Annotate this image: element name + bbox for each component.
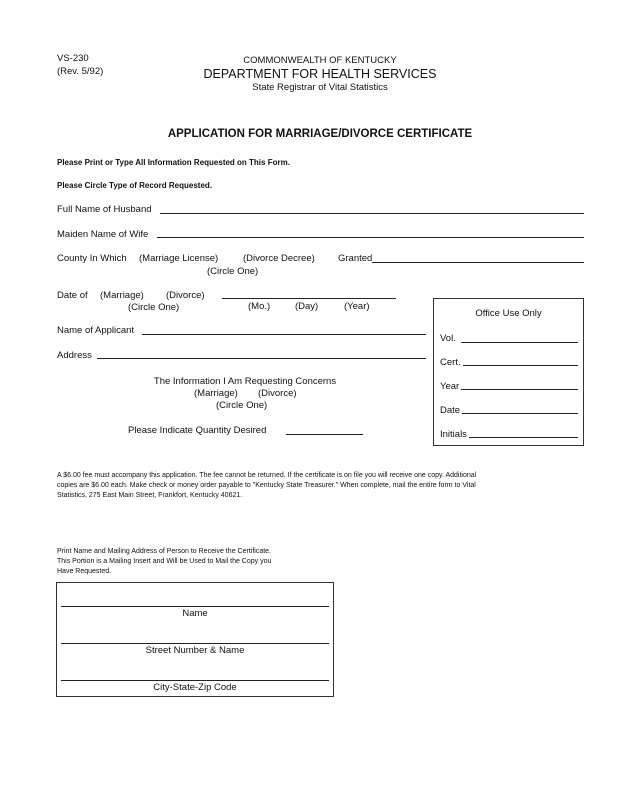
office-cert-label: Cert. — [440, 357, 461, 368]
granted-field[interactable] — [372, 262, 584, 263]
husband-label: Full Name of Husband — [57, 204, 152, 215]
county-circle-one: (Circle One) — [207, 266, 259, 277]
office-use-box — [433, 298, 584, 446]
husband-name-field[interactable] — [160, 213, 584, 214]
form-number: VS-230 — [57, 53, 89, 64]
fee-notice-line-3: Statistics, 275 East Main Street, Frankfort, Kentucky 40621. — [57, 492, 243, 499]
office-date-field[interactable] — [462, 413, 578, 414]
fee-notice-line-2: copies are $6.00 each. Make check or money order payable to "Kentucky State Treasurer." When complete, mail the entire form to Vital — [57, 482, 476, 489]
applicant-field[interactable] — [142, 334, 426, 335]
mailing-street-label: Street Number & Name — [145, 645, 245, 656]
mailing-street-field[interactable] — [61, 643, 329, 644]
concerns-label: The Information I Am Requesting Concerns — [153, 376, 337, 387]
office-initials-field[interactable] — [469, 437, 578, 438]
granted-label: Granted — [338, 253, 373, 264]
address-label: Address — [57, 350, 92, 361]
mailing-name-label: Name — [182, 608, 208, 619]
date-field[interactable] — [222, 298, 396, 299]
date-of-label: Date of — [57, 290, 88, 301]
office-cert-field[interactable] — [463, 365, 578, 366]
wife-name-field[interactable] — [157, 237, 584, 238]
office-vol-label: Vol. — [440, 333, 456, 344]
fee-notice-line-1: A $6.00 fee must accompany this application. The fee cannot be returned. If the certificate is on file you will receive one copy. Additional — [57, 472, 477, 479]
quantity-field[interactable] — [286, 434, 363, 435]
concerns-marriage-option[interactable]: (Marriage) — [194, 388, 238, 399]
wife-label: Maiden Name of Wife — [57, 229, 149, 240]
date-marriage-option[interactable]: (Marriage) — [100, 290, 144, 301]
concerns-divorce-option[interactable]: (Divorce) — [258, 388, 297, 399]
mailing-instruction-line-2: This Portion is a Mailing Insert and Will be Used to Mail the Copy you — [57, 558, 272, 565]
page-title: APPLICATION FOR MARRIAGE/DIVORCE CERTIFICATE — [167, 128, 473, 140]
instruction-print: Please Print or Type All Information Requested on This Form. — [57, 158, 290, 167]
instruction-circle: Please Circle Type of Record Requested. — [57, 181, 213, 190]
address-field[interactable] — [97, 358, 426, 359]
county-marriage-option[interactable]: (Marriage License) — [139, 253, 219, 264]
date-month-label: (Mo.) — [248, 301, 271, 312]
date-divorce-option[interactable]: (Divorce) — [166, 290, 205, 301]
mailing-city-label: City-State-Zip Code — [153, 682, 237, 693]
date-year-label: (Year) — [344, 301, 370, 312]
office-year-field[interactable] — [461, 389, 578, 390]
office-date-label: Date — [440, 405, 461, 416]
mailing-city-field[interactable] — [61, 680, 329, 681]
office-vol-field[interactable] — [461, 342, 578, 343]
county-divorce-option[interactable]: (Divorce Decree) — [243, 253, 315, 264]
mailing-instruction-line-3: Have Requested. — [57, 568, 112, 575]
mailing-name-field[interactable] — [61, 606, 329, 607]
form-revision: (Rev. 5/92) — [57, 66, 104, 77]
state-name: COMMONWEALTH OF KENTUCKY — [243, 55, 397, 66]
concerns-circle-one: (Circle One) — [216, 400, 268, 411]
date-circle-one: (Circle One) — [128, 302, 180, 313]
applicant-label: Name of Applicant — [57, 325, 135, 336]
date-day-label: (Day) — [295, 301, 319, 312]
department-name: DEPARTMENT FOR HEALTH SERVICES — [203, 67, 437, 81]
office-use-title: Office Use Only — [475, 308, 542, 319]
mailing-instruction-line-1: Print Name and Mailing Address of Person to Receive the Certificate. — [57, 548, 271, 555]
office-initials-label: Initials — [440, 429, 467, 440]
mailing-insert-box — [56, 582, 334, 697]
office-year-label: Year — [440, 381, 460, 392]
quantity-label: Please Indicate Quantity Desired — [128, 425, 267, 436]
office-name: State Registrar of Vital Statistics — [252, 82, 388, 93]
county-label: County In Which — [57, 253, 127, 264]
